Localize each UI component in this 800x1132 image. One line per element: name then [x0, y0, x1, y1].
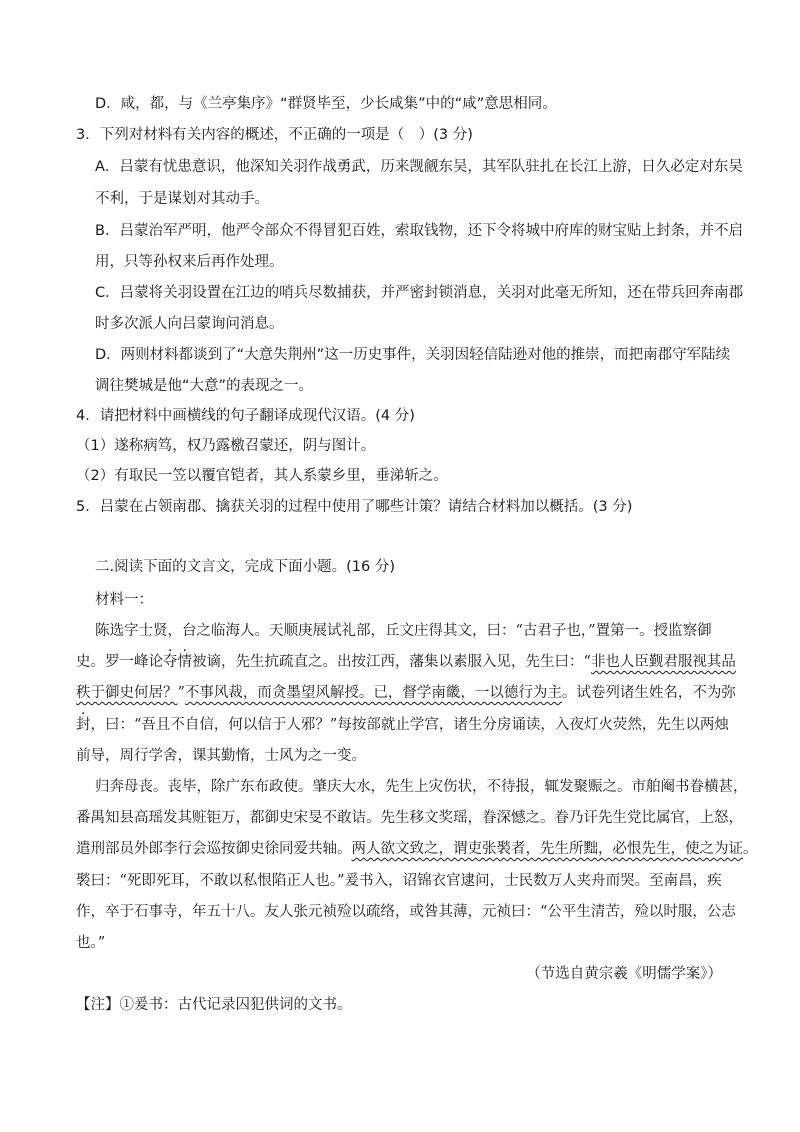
- q4-sentence-2: （2）有取民一笠以覆官铠者，其人系蒙乡里，垂涕斩之。: [76, 468, 448, 484]
- underlined-sentence: 不事风裁，而贪墨望风解授。已，督学南畿，一以德行为主: [184, 685, 562, 701]
- text-segment: 。: [743, 841, 758, 857]
- passage-p2-line5: 作，卒于石事寺，年五十八。友人张元祯殓以疏络，或咎其薄，元祯曰：“公平生清苦，殓以时服，公志: [76, 904, 736, 920]
- q3-option-d-line2: 调往樊城是他“大意”的表现之一。: [95, 378, 314, 394]
- q3-option-c-line2: 时多次派人向吕蒙询问消息。: [95, 316, 284, 332]
- passage-p1-line1: 陈选字士贤，台之临海人。天顺庚展试礼部，丘文庄得其文，曰：“古君子也，”置第一。授监察御: [95, 623, 712, 639]
- text-segment: 遣刑部员外郎李行会巡按御史徐同爱共轴。: [76, 841, 352, 857]
- q5-stem: 5．吕蒙在占领南郡、擒获关羽的过程中使用了哪些计策？请结合材料加以概括。(3 分): [76, 499, 633, 515]
- q3-option-c-line1: C．吕蒙将关羽设置在江边的哨兵尽数捕获，并严密封锁消息，关羽对此毫无所知，还在带兵回奔南郡: [95, 285, 744, 301]
- passage-p2-line2: 番禺知县高瑶发其赃钜万，都御史宋旻不敢诘。先生移文奖瑶，眷深憾之。眷乃讦先生党比属官，上怒，: [76, 810, 743, 826]
- underlined-sentence: 非也人臣觐君服视其品: [590, 654, 736, 670]
- text-segment: ，曰：“吾且不自信，何以信于人邪？”每按部就止学宫，诸生分房诵读，入夜灯火荧然，先生以两烛: [90, 717, 729, 733]
- q3-option-b-line1: B．吕蒙治军严明，他严令部众不得冒犯百姓，索取钱物，还下令将城中府库的财宝贴上封条，并不启: [95, 223, 743, 239]
- q3-stem: 3．下列对材料有关内容的概述，不正确的一项是（ ）(3 分): [76, 127, 473, 143]
- emphasis-dot-char: 情: [177, 654, 192, 670]
- passage-p1-line4: [76, 715, 729, 735]
- q2-option-d: D．咸，都，与《兰亭集序》“群贤毕至，少长咸集”中的“咸”意思相同。: [95, 96, 557, 112]
- q3-option-a-line1: A．吕蒙有忧患意识，他深知关羽作战勇武，历来觊觎东吴，其军队驻扎在长江上游，日久必定对东吴: [95, 159, 743, 175]
- q3-option-d-line1: D．两则材料都谈到了“大意失荆州”这一历史事件，关羽因轻信陆逊对他的推崇，而把南郡守军陆续: [95, 347, 731, 363]
- underlined-sentence: 两人欲文致之，谓吏张褧者，先生所黜，必恨先生，使之为证: [351, 841, 743, 857]
- passage-p1-line5: 前导，周行学舍，课其勤惰，士风为之一变。: [76, 748, 366, 764]
- underlined-sentence: 秩于御史何居？: [76, 685, 178, 701]
- q3-option-b-line2: 用，只等孙权来后再作处理。: [95, 254, 284, 270]
- q3-option-a-line2: 不利，于是谋划对其动手。: [95, 191, 269, 207]
- passage-p1-line3: [76, 683, 736, 703]
- text-segment: ”: [177, 685, 185, 701]
- text-segment: 。试卷列诸生姓名，不为弥: [561, 685, 736, 701]
- passage-p2-line3: [76, 839, 758, 859]
- q4-sentence-1: （1）遂称病笃，权乃露檄召蒙还，阴与图计。: [76, 438, 376, 454]
- material-label: 材料一：: [95, 592, 153, 608]
- passage-p2-line1: 归奔母丧。丧毕，除广东布政使。肇庆大水，先生上灾伤状，不待报，辄发聚赈之。市舶阉书眷横甚，: [95, 779, 748, 795]
- passage-source: （节选自黄宗羲《明儒学案》）: [526, 966, 722, 982]
- section-2-heading: 二.阅读下面的文言文，完成下面小题。(16 分): [95, 559, 395, 575]
- emphasis-dot-char: 夺: [163, 654, 178, 670]
- annotation-note: 【注】①爰书：古代记录囚犯供词的文书。: [76, 997, 352, 1013]
- emphasis-dot-char: 封: [76, 717, 91, 733]
- text-segment: 被谪，先生抗疏直之。出按江西，藩集以素服入见，先生曰：“: [192, 654, 591, 670]
- text-segment: 史。罗一峰论: [76, 654, 163, 670]
- q4-stem: 4．请把材料中画横线的句子翻译成现代汉语。(4 分): [76, 408, 415, 424]
- passage-p1-line2: [76, 652, 736, 672]
- passage-p2-line4: 褧曰：“死即死耳，不敢以私恨陷正人也。”爰书入，诏锦衣官逮问，士民数万人夹舟而哭。至南昌，疾: [76, 873, 722, 889]
- passage-p2-line6: 也。”: [76, 935, 106, 951]
